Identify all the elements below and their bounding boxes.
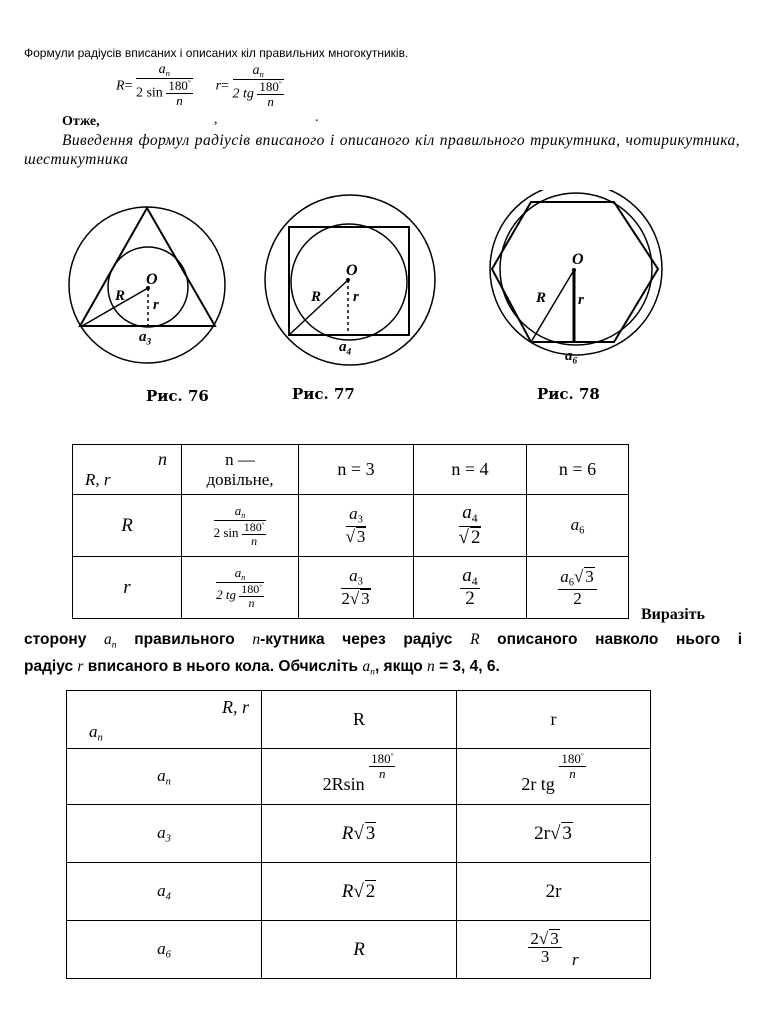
fig78-side: a	[565, 348, 573, 364]
table1-r-n6: $\frac{a_6√ 3}{2}$	[527, 557, 629, 619]
an-numerator: a	[158, 62, 166, 77]
figure-78-drawing	[490, 190, 662, 355]
express-lead: Виразіть	[641, 606, 705, 623]
table2-a6-R: R	[262, 921, 457, 979]
table1-row-R	[73, 495, 629, 557]
equals-2: =	[221, 78, 230, 94]
express-line1	[24, 629, 742, 656]
table1-R-n3: $\frac{a_3}{√ 3}$	[299, 495, 414, 557]
express-l2b: вписаного в нього кола. Обчисліть	[87, 658, 359, 676]
t1-R-gen-den: 2 sin	[213, 525, 239, 541]
table2-a4-R: R√ 2	[262, 863, 457, 921]
t1-R4-num-sub: 4	[471, 512, 478, 526]
table2-label-an	[67, 749, 262, 805]
express-an-2: a	[362, 658, 371, 676]
express-t1: сторону	[24, 631, 87, 648]
t2-a3-r: 2r	[534, 823, 550, 844]
express-n: n	[252, 631, 261, 648]
formula-comma: ,	[214, 112, 218, 127]
t1-r6-rad: 3	[585, 567, 594, 587]
table1-corner-n: n	[158, 449, 167, 469]
formula-R-fraction	[136, 63, 193, 107]
express-paragraph	[24, 629, 742, 684]
an-sub: n	[165, 68, 170, 79]
table2-corner	[67, 691, 262, 749]
fig76-r-label: r	[153, 297, 159, 313]
table1-header-n6: n = 6	[527, 445, 629, 495]
t2-a4-label: a	[157, 880, 166, 900]
table1-R-n6	[527, 495, 629, 557]
n-denominator: n	[176, 92, 183, 108]
degree: °	[187, 79, 191, 88]
t1-R6-sub: 6	[579, 525, 585, 537]
table2-corner-Rr: R, r	[222, 697, 249, 717]
side-formulas-table	[66, 690, 651, 979]
t1-R-gen-num-sub: n	[241, 510, 246, 520]
t1-r3-den-pre: 2	[341, 588, 350, 608]
table1-r-n3: $\frac{a_3}{2√ 3}$	[299, 557, 414, 619]
t2-a6-label: a	[157, 938, 166, 958]
t2-a3-r-rad: 3	[562, 823, 572, 844]
t2-a4-R-rad: 2	[365, 881, 376, 902]
t1-R4-den: 2	[470, 526, 481, 548]
fig77-side-sub: 4	[346, 347, 352, 358]
t1-r-gen-deg: °	[259, 583, 262, 591]
t1-r-gen-angle: 180	[241, 582, 260, 597]
t2-a6-r-den: 3	[540, 947, 550, 967]
table2-row-a4	[67, 863, 651, 921]
t1-R3-num-sub: 3	[357, 514, 363, 526]
express-l2a: радіус	[24, 658, 74, 676]
t1-r4-num: a	[462, 564, 472, 586]
t1-R3-den: 3	[356, 526, 366, 546]
table2-label-a4	[67, 863, 262, 921]
fig78-O-label: O	[572, 251, 584, 268]
express-r: r	[77, 658, 84, 676]
t1-r-gen-num-sub: n	[241, 572, 246, 582]
table1-header-general: n — довільне,	[182, 445, 299, 495]
fig77-side-label	[339, 339, 351, 357]
fig76-side-sub: 3	[146, 337, 152, 348]
t2-a3-R: R	[341, 823, 354, 844]
express-an: a	[104, 631, 112, 648]
two-sin: 2 sin	[135, 85, 163, 101]
t1-r3-num: a	[349, 566, 358, 586]
fig76-R-label: R	[115, 288, 126, 304]
express-l2c: , якщо	[374, 658, 423, 676]
t2-a6-r-num: 2	[530, 928, 539, 948]
fig77-R-label: R	[311, 289, 322, 305]
equals: =	[124, 78, 133, 94]
figure-points	[146, 268, 576, 290]
fig76-caption: Рис. 76	[146, 387, 209, 405]
express-t2: правильного	[134, 631, 235, 648]
t1-R6: a	[570, 514, 580, 534]
t2-a4-r: 2r	[545, 880, 562, 902]
t1-r4-den: 2	[465, 588, 475, 610]
t2-a4-sub: 4	[165, 891, 171, 903]
t2-a4-R: R	[341, 881, 354, 902]
fig77-caption: Рис. 77	[292, 385, 355, 403]
t1-R-gen-deg: °	[261, 521, 265, 529]
t1-r6-num: a	[560, 567, 569, 587]
table2-corner-a: a	[89, 722, 98, 742]
fig76-side: a	[139, 329, 147, 345]
t1-r6-den: 2	[573, 588, 582, 608]
t2-a6-r-rad: 3	[550, 928, 559, 948]
express-n-2: n	[427, 658, 435, 676]
derivation-paragraph: Виведення формул радіусів вписаного і описаного кіл правильного трикутника, чотирикутника, шестикутника	[24, 132, 740, 168]
t2-an-r-deg: °	[580, 752, 584, 760]
t2-an-R-deg: °	[390, 752, 394, 760]
table2-a6-r: $\frac{2√ 3}{3}$ r	[457, 921, 651, 979]
two-tg: 2 tg	[232, 86, 254, 102]
t1-r3-den: 3	[361, 588, 370, 608]
table2-a3-r: 2r√ 3	[457, 805, 651, 863]
table2-label-a6	[67, 921, 262, 979]
table2-header-row	[67, 691, 651, 749]
express-R: R	[470, 631, 480, 648]
t1-R-gen-num: a	[234, 502, 242, 518]
fig78-side-sub: 6	[572, 356, 578, 367]
t1-r4-num-sub: 4	[471, 574, 478, 588]
express-l2d: = 3, 4, 6.	[439, 658, 500, 676]
figures-svg	[0, 190, 768, 420]
express-an-sub: n	[111, 639, 117, 651]
table1-R-general	[182, 495, 299, 557]
express-t4: описаного навколо нього і	[497, 631, 743, 648]
t1-r6-num-sub: 6	[568, 577, 574, 589]
otzhe-label: Отже,	[62, 114, 100, 129]
express-t3: -кутника через радіус	[260, 631, 453, 648]
t2-an-R-n: n	[379, 765, 386, 781]
table2-row-a3	[67, 805, 651, 863]
table1-header-n3: n = 3	[299, 445, 414, 495]
formula-R: R	[116, 78, 125, 94]
table2-row-a6	[67, 921, 651, 979]
an-numerator-2: a	[252, 63, 260, 78]
t2-a6-sub: 6	[165, 949, 171, 961]
formula-dot: .	[315, 110, 319, 125]
t2-an-sub: n	[165, 776, 171, 788]
table1-row-r	[73, 557, 629, 619]
express-an-sub-2: n	[370, 666, 375, 678]
table1-row-R-label: R	[73, 495, 182, 557]
t1-r-gen-num: a	[234, 564, 242, 580]
table1-r-general	[182, 557, 299, 619]
t2-a3-R-rad: 3	[365, 823, 376, 844]
fig77-O-label: O	[346, 262, 358, 279]
fig78-r-label: r	[578, 292, 584, 308]
intro-text: Формули радіусів вписаних і описаних кіл правильних многокутників.	[24, 46, 409, 60]
t1-r-gen-den: 2 tg	[216, 587, 236, 603]
fig78-caption: Рис. 78	[537, 385, 600, 403]
an-sub-2: n	[259, 69, 264, 80]
t1-r-gen-n: n	[248, 595, 255, 610]
t2-an-label: a	[157, 765, 166, 785]
table2-row-an	[67, 749, 651, 805]
table2-an-R	[262, 749, 457, 805]
fig76-O-label: O	[146, 271, 158, 288]
t1-R-gen-n: n	[251, 533, 258, 548]
table1-header-row	[73, 445, 629, 495]
t2-an-r-angle: 180	[561, 751, 581, 766]
table1-r-n4	[414, 557, 527, 619]
t2-an-r-n: n	[569, 765, 576, 781]
t2-a6-r-var: r	[571, 950, 579, 970]
table2-label-a3	[67, 805, 262, 863]
table2-an-r	[457, 749, 651, 805]
table2-header-r: r	[457, 691, 651, 749]
formula-r-fraction	[233, 64, 284, 108]
table2-a3-R: R√ 3	[262, 805, 457, 863]
fig78-R-label: R	[536, 290, 547, 306]
formula-r: r	[215, 78, 222, 94]
t2-a3-sub: 3	[165, 833, 171, 845]
n-denominator-2: n	[267, 93, 274, 109]
angle-180: 180	[168, 78, 188, 94]
radius-formulas-table	[72, 444, 629, 619]
t1-r3-num-sub: 3	[357, 576, 363, 588]
t2-an-R-expr: 2Rsin	[322, 774, 365, 794]
table2-header-R: R	[262, 691, 457, 749]
express-line2	[24, 656, 742, 683]
main-formulas	[116, 64, 284, 108]
t2-a3-label: a	[157, 822, 166, 842]
fig78-circumcircle	[490, 190, 662, 355]
fig77-incircle	[291, 224, 407, 340]
angle-180-2: 180	[259, 79, 279, 95]
t2-an-R-angle: 180	[371, 751, 391, 766]
degree-2: °	[278, 80, 282, 89]
fig77-r-label: r	[353, 289, 359, 305]
fig76-side-label	[139, 329, 151, 347]
table2-corner-a-sub: n	[97, 733, 103, 744]
fig77-side: a	[339, 339, 347, 355]
table1-corner-Rr: R, r	[85, 470, 111, 489]
table1-header-n4: n = 4	[414, 445, 527, 495]
table1-corner	[73, 445, 182, 495]
table2-a4-r	[457, 863, 651, 921]
t1-R4-num: a	[462, 502, 472, 524]
fig78-side-label	[565, 348, 577, 366]
t2-an-r-expr: 2r tg	[521, 774, 555, 794]
t1-R-gen-angle: 180	[243, 520, 262, 535]
table1-row-r-label: r	[73, 557, 182, 619]
table1-R-n4: $\frac{a_4}{√ 2}$	[414, 495, 527, 557]
t1-R3-num: a	[349, 504, 358, 524]
